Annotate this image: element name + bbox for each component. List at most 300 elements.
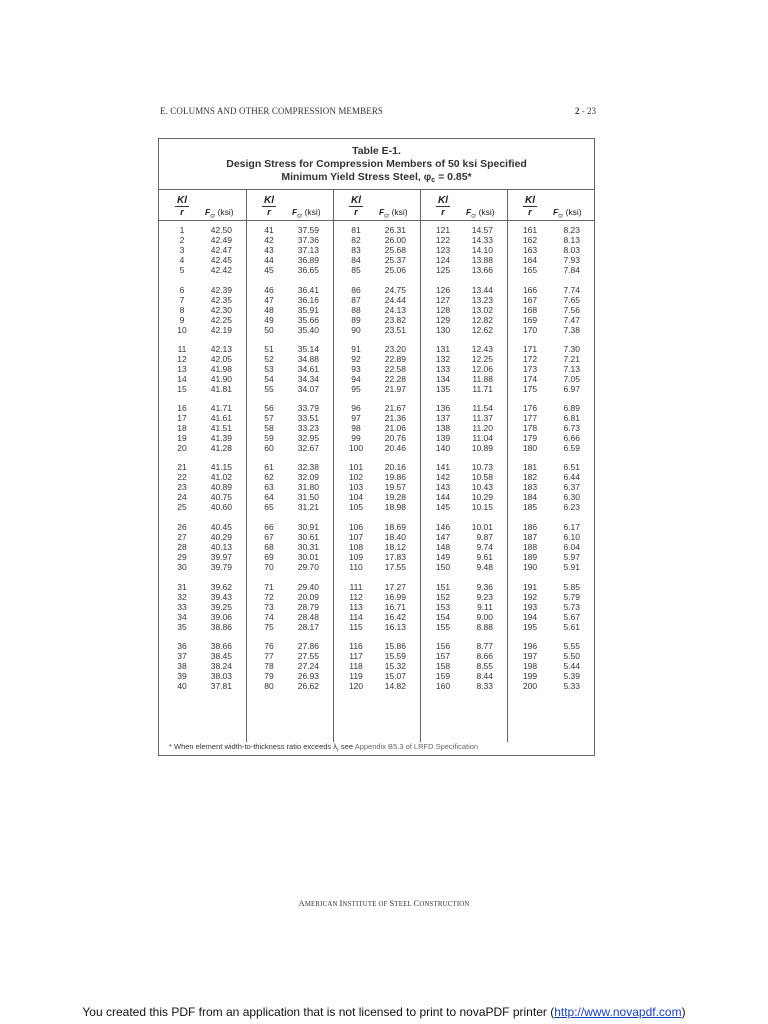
table-row — [333, 661, 420, 671]
fcr-value: 8.13 — [563, 235, 580, 245]
fcr-value: 5.50 — [563, 651, 580, 661]
kl-r-value: 47 — [264, 295, 274, 305]
fcr-value: 26.62 — [297, 681, 319, 691]
fcr-value: 5.97 — [563, 552, 580, 562]
table-row — [159, 265, 246, 275]
table-row — [333, 245, 420, 255]
row-group — [507, 344, 594, 394]
fcr-value: 8.55 — [476, 661, 493, 671]
fcr-value: 6.73 — [563, 423, 580, 433]
fcr-value: 6.59 — [563, 443, 580, 453]
table-row — [333, 641, 420, 651]
kl-r-value: 112 — [349, 592, 363, 602]
header-rule — [420, 220, 507, 221]
table-row — [159, 612, 246, 622]
table-row — [246, 671, 333, 681]
kl-r-value: 122 — [435, 235, 451, 245]
table-row — [507, 265, 594, 275]
table-row — [420, 462, 507, 472]
table-row — [246, 592, 333, 602]
row-group — [246, 225, 333, 275]
kl-r-value: 190 — [522, 562, 538, 572]
fcr-value: 21.36 — [384, 413, 406, 423]
kl-r-value: 180 — [522, 443, 538, 453]
table-row — [246, 462, 333, 472]
kl-r-value: 64 — [264, 492, 274, 502]
table-row — [333, 582, 420, 592]
table-row — [246, 413, 333, 423]
fcr-value: 25.68 — [384, 245, 406, 255]
kl-r-value: 162 — [522, 235, 538, 245]
row-group — [420, 641, 507, 691]
kl-r-value: 90 — [351, 325, 361, 335]
table-row — [246, 433, 333, 443]
table-row — [507, 403, 594, 413]
row-group — [333, 285, 420, 335]
table-row — [420, 364, 507, 374]
kl-r-value: 200 — [522, 681, 538, 691]
kl-r-value: 46 — [264, 285, 274, 295]
fcr-value: 12.82 — [471, 315, 493, 325]
fcr-value: 39.06 — [210, 612, 232, 622]
row-group — [159, 225, 246, 275]
fcr-value: 11.71 — [472, 384, 493, 394]
fcr-value: 15.32 — [384, 661, 406, 671]
fcr-value: 30.31 — [297, 542, 319, 552]
kl-r-value: 143 — [435, 482, 451, 492]
fcr-value: 20.76 — [384, 433, 406, 443]
novapdf-link[interactable]: http://www.novapdf.com — [554, 1005, 682, 1019]
column-header — [507, 193, 594, 219]
table-row — [159, 285, 246, 295]
row-group — [246, 522, 333, 572]
table-row — [507, 592, 594, 602]
fcr-value: 16.13 — [384, 622, 406, 632]
kl-r-value: 41 — [264, 225, 274, 235]
header-rule — [159, 220, 246, 221]
fcr-value: 5.79 — [563, 592, 580, 602]
fcr-value: 9.74 — [476, 542, 493, 552]
row-group — [333, 344, 420, 394]
kl-r-value: 96 — [351, 403, 361, 413]
kl-r-value: 6 — [179, 285, 185, 295]
table-row — [159, 502, 246, 512]
table-row — [246, 265, 333, 275]
table-row — [159, 413, 246, 423]
table-row — [333, 651, 420, 661]
kl-r-value: 173 — [522, 364, 538, 374]
fcr-value: 6.97 — [563, 384, 580, 394]
table-row — [333, 602, 420, 612]
table-row — [420, 671, 507, 681]
fcr-value: 7.93 — [563, 255, 580, 265]
kl-r-value: 51 — [264, 344, 274, 354]
table-row — [246, 612, 333, 622]
table-row — [420, 374, 507, 384]
fcr-value: 36.16 — [297, 295, 319, 305]
table-row — [246, 552, 333, 562]
table-row — [507, 295, 594, 305]
fcr-value: 11.54 — [472, 403, 493, 413]
table-row — [420, 582, 507, 592]
kl-r-value: 169 — [522, 315, 538, 325]
fcr-value: 10.01 — [471, 522, 493, 532]
table-row — [159, 542, 246, 552]
table-row — [420, 285, 507, 295]
fcr-value: 34.07 — [297, 384, 319, 394]
table-row — [507, 492, 594, 502]
kl-r-value: 123 — [435, 245, 451, 255]
table-row — [420, 532, 507, 542]
fcr-value: 23.20 — [384, 344, 406, 354]
row-group — [420, 403, 507, 453]
critical-stress-header: $F_{cr}$ (ksi) — [379, 207, 408, 220]
fcr-value: 32.09 — [297, 472, 319, 482]
fcr-value: 24.44 — [384, 295, 406, 305]
fcr-value: 34.61 — [297, 364, 319, 374]
kl-r-value: 110 — [349, 562, 363, 572]
fcr-value: 25.37 — [384, 255, 406, 265]
fcr-value: 39.25 — [210, 602, 232, 612]
fcr-value: 9.48 — [476, 562, 493, 572]
table-row — [159, 344, 246, 354]
table-column-group — [159, 189, 246, 742]
table-row — [507, 443, 594, 453]
kl-r-value: 151 — [435, 582, 451, 592]
table-row — [246, 315, 333, 325]
kl-r-value: 139 — [435, 433, 451, 443]
fcr-value: 6.37 — [563, 482, 580, 492]
fcr-value: 13.02 — [471, 305, 493, 315]
kl-r-value: 130 — [435, 325, 451, 335]
fcr-value: 41.71 — [210, 403, 232, 413]
kl-r-value: 63 — [264, 482, 274, 492]
fcr-value: 15.86 — [384, 641, 406, 651]
kl-r-value: 176 — [522, 403, 538, 413]
table-row — [420, 602, 507, 612]
kl-r-value: 26 — [177, 522, 187, 532]
fcr-value: 41.15 — [210, 462, 232, 472]
kl-r-value: 196 — [522, 641, 538, 651]
slenderness-ratio-header: $\frac{Kl}{r}$ — [525, 195, 535, 218]
table-row — [420, 681, 507, 691]
kl-r-value: 166 — [522, 285, 538, 295]
kl-r-value: 93 — [351, 364, 361, 374]
kl-r-value: 28 — [177, 542, 187, 552]
table-row — [333, 482, 420, 492]
table-row — [159, 592, 246, 602]
fcr-value: 5.85 — [563, 582, 580, 592]
kl-r-value: 36 — [177, 641, 187, 651]
kl-r-value: 101 — [348, 462, 364, 472]
table-row — [420, 641, 507, 651]
kl-r-value: 106 — [348, 522, 364, 532]
kl-r-value: 154 — [435, 612, 451, 622]
fcr-value: 31.50 — [297, 492, 319, 502]
kl-r-value: 27 — [177, 532, 187, 542]
row-group — [507, 462, 594, 512]
kl-r-value: 136 — [435, 403, 451, 413]
table-row — [246, 661, 333, 671]
kl-r-value: 22 — [177, 472, 187, 482]
fcr-value: 27.55 — [297, 651, 319, 661]
fcr-value: 7.56 — [563, 305, 580, 315]
table-row — [333, 225, 420, 235]
fcr-value: 41.28 — [210, 443, 232, 453]
kl-r-value: 185 — [522, 502, 538, 512]
fcr-value: 36.89 — [297, 255, 319, 265]
table-row — [246, 285, 333, 295]
kl-r-value: 58 — [264, 423, 274, 433]
fcr-value: 18.69 — [384, 522, 406, 532]
kl-r-value: 150 — [435, 562, 451, 572]
fcr-value: 41.98 — [210, 364, 232, 374]
table-row — [333, 492, 420, 502]
table-row — [159, 641, 246, 651]
fcr-value: 31.80 — [297, 482, 319, 492]
kl-r-value: 152 — [435, 592, 451, 602]
table-row — [246, 354, 333, 364]
fcr-value: 15.07 — [384, 671, 406, 681]
fcr-value: 39.43 — [210, 592, 232, 602]
kl-r-value: 164 — [522, 255, 538, 265]
fcr-value: 11.20 — [472, 423, 493, 433]
kl-r-value: 178 — [522, 423, 538, 433]
table-row — [420, 403, 507, 413]
fcr-value: 42.39 — [210, 285, 232, 295]
kl-r-value: 75 — [264, 622, 274, 632]
fcr-value: 42.13 — [210, 344, 232, 354]
kl-r-value: 125 — [435, 265, 451, 275]
kl-r-value: 80 — [264, 681, 274, 691]
kl-r-value: 177 — [522, 413, 538, 423]
kl-r-value: 141 — [435, 462, 451, 472]
table-row — [246, 472, 333, 482]
fcr-value: 9.87 — [476, 532, 493, 542]
row-group — [420, 462, 507, 512]
table-row — [159, 651, 246, 661]
kl-r-value: 157 — [435, 651, 451, 661]
fcr-value: 14.57 — [471, 225, 493, 235]
table-row — [420, 552, 507, 562]
kl-r-value: 128 — [435, 305, 451, 315]
kl-r-value: 126 — [435, 285, 451, 295]
fcr-value: 14.33 — [471, 235, 493, 245]
fcr-value: 14.10 — [471, 245, 493, 255]
fcr-value: 42.42 — [210, 265, 232, 275]
table-row — [507, 552, 594, 562]
table-row — [159, 661, 246, 671]
table-row — [420, 482, 507, 492]
table-row — [420, 344, 507, 354]
kl-r-value: 3 — [179, 245, 185, 255]
fcr-value: 28.17 — [297, 622, 319, 632]
table-row — [507, 344, 594, 354]
fcr-value: 38.66 — [210, 641, 232, 651]
fcr-value: 37.36 — [297, 235, 319, 245]
table-row — [507, 285, 594, 295]
fcr-value: 7.47 — [563, 315, 580, 325]
fcr-value: 12.62 — [471, 325, 493, 335]
kl-r-value: 165 — [522, 265, 538, 275]
fcr-value: 7.21 — [563, 354, 580, 364]
row-group — [507, 403, 594, 453]
table-row — [159, 492, 246, 502]
table-row — [420, 472, 507, 482]
table-caption — [159, 145, 594, 187]
table-row — [507, 384, 594, 394]
kl-r-value: 193 — [522, 602, 538, 612]
kl-r-value: 171 — [522, 344, 538, 354]
kl-r-value: 167 — [522, 295, 538, 305]
kl-r-value: 4 — [179, 255, 185, 265]
table-row — [159, 671, 246, 681]
table-row — [507, 462, 594, 472]
kl-r-value: 161 — [522, 225, 538, 235]
table-row — [333, 305, 420, 315]
kl-r-value: 147 — [435, 532, 451, 542]
fcr-value: 5.61 — [563, 622, 580, 632]
fcr-value: 22.58 — [384, 364, 406, 374]
table-row — [507, 562, 594, 572]
kl-r-value: 111 — [349, 582, 363, 592]
table-row — [507, 522, 594, 532]
kl-r-value: 132 — [435, 354, 451, 364]
kl-r-value: 70 — [264, 562, 274, 572]
fcr-value: 19.86 — [384, 472, 406, 482]
table-row — [246, 374, 333, 384]
kl-r-value: 15 — [177, 384, 187, 394]
fcr-value: 21.97 — [384, 384, 406, 394]
fcr-value: 10.15 — [471, 502, 493, 512]
fcr-value: 8.23 — [563, 225, 580, 235]
row-group — [333, 462, 420, 512]
kl-r-value: 76 — [264, 641, 274, 651]
table-row — [246, 305, 333, 315]
row-group — [420, 582, 507, 632]
fcr-value: 33.79 — [297, 403, 319, 413]
fcr-value: 6.66 — [563, 433, 580, 443]
fcr-value: 29.70 — [297, 562, 319, 572]
table-row — [507, 671, 594, 681]
kl-r-value: 134 — [435, 374, 451, 384]
fcr-value: 6.81 — [563, 413, 580, 423]
fcr-value: 6.89 — [563, 403, 580, 413]
table-row — [420, 443, 507, 453]
column-header — [333, 193, 420, 219]
kl-r-value: 187 — [522, 532, 538, 542]
fcr-value: 27.24 — [297, 661, 319, 671]
table-row — [333, 255, 420, 265]
table-row — [333, 522, 420, 532]
table-column-group — [246, 189, 333, 742]
fcr-value: 38.03 — [210, 671, 232, 681]
fcr-value: 16.71 — [384, 602, 406, 612]
fcr-value: 8.88 — [476, 622, 493, 632]
kl-r-value: 18 — [177, 423, 187, 433]
fcr-value: 18.40 — [384, 532, 406, 542]
table-row — [507, 472, 594, 482]
kl-r-value: 39 — [177, 671, 187, 681]
table-row — [507, 681, 594, 691]
fcr-value: 17.55 — [384, 562, 406, 572]
kl-r-value: 97 — [351, 413, 361, 423]
fcr-value: 5.44 — [563, 661, 580, 671]
kl-r-value: 10 — [177, 325, 187, 335]
table-row — [507, 651, 594, 661]
kl-r-value: 68 — [264, 542, 274, 552]
table-row — [246, 641, 333, 651]
fcr-value: 41.02 — [210, 472, 232, 482]
fcr-value: 6.51 — [563, 462, 580, 472]
kl-r-value: 61 — [264, 462, 274, 472]
table-row — [159, 532, 246, 542]
table-row — [507, 245, 594, 255]
row-group — [246, 285, 333, 335]
kl-r-value: 32 — [177, 592, 187, 602]
fcr-value: 30.01 — [297, 552, 319, 562]
fcr-value: 8.66 — [476, 651, 493, 661]
table-row — [420, 592, 507, 602]
fcr-value: 40.75 — [210, 492, 232, 502]
table-row — [333, 472, 420, 482]
kl-r-value: 146 — [435, 522, 451, 532]
table-row — [333, 285, 420, 295]
fcr-value: 41.81 — [210, 384, 232, 394]
fcr-value: 6.44 — [563, 472, 580, 482]
kl-r-value: 7 — [179, 295, 185, 305]
kl-r-value: 50 — [264, 325, 274, 335]
table-row — [246, 622, 333, 632]
fcr-value: 11.04 — [472, 433, 493, 443]
kl-r-value: 140 — [435, 443, 451, 453]
table-column-group — [333, 189, 420, 742]
kl-r-value: 95 — [351, 384, 361, 394]
table-row — [159, 315, 246, 325]
row-group — [333, 641, 420, 691]
kl-r-value: 142 — [435, 472, 451, 482]
fcr-value: 20.16 — [384, 462, 406, 472]
fcr-value: 5.67 — [563, 612, 580, 622]
table-row — [159, 255, 246, 265]
kl-r-value: 31 — [177, 582, 187, 592]
table-row — [420, 562, 507, 572]
table-row — [333, 592, 420, 602]
table-row — [420, 542, 507, 552]
kl-r-value: 163 — [522, 245, 538, 255]
fcr-value: 9.00 — [476, 612, 493, 622]
kl-r-value: 105 — [348, 502, 364, 512]
table-row — [246, 532, 333, 542]
kl-r-value: 94 — [351, 374, 361, 384]
kl-r-value: 156 — [435, 641, 451, 651]
kl-r-value: 20 — [177, 443, 187, 453]
fcr-value: 37.81 — [210, 681, 232, 691]
kl-r-value: 131 — [435, 344, 451, 354]
fcr-value: 39.97 — [210, 552, 232, 562]
fcr-value: 10.73 — [471, 462, 493, 472]
table-row — [420, 384, 507, 394]
table-row — [246, 295, 333, 305]
appendix-reference: Appendix B5.3 of LRFD Specification — [354, 742, 479, 751]
kl-r-value: 45 — [264, 265, 274, 275]
table-row — [333, 552, 420, 562]
table-row — [507, 641, 594, 651]
table-row — [333, 542, 420, 552]
fcr-value: 6.30 — [563, 492, 580, 502]
fcr-value: 42.50 — [210, 225, 232, 235]
kl-r-value: 120 — [348, 681, 364, 691]
